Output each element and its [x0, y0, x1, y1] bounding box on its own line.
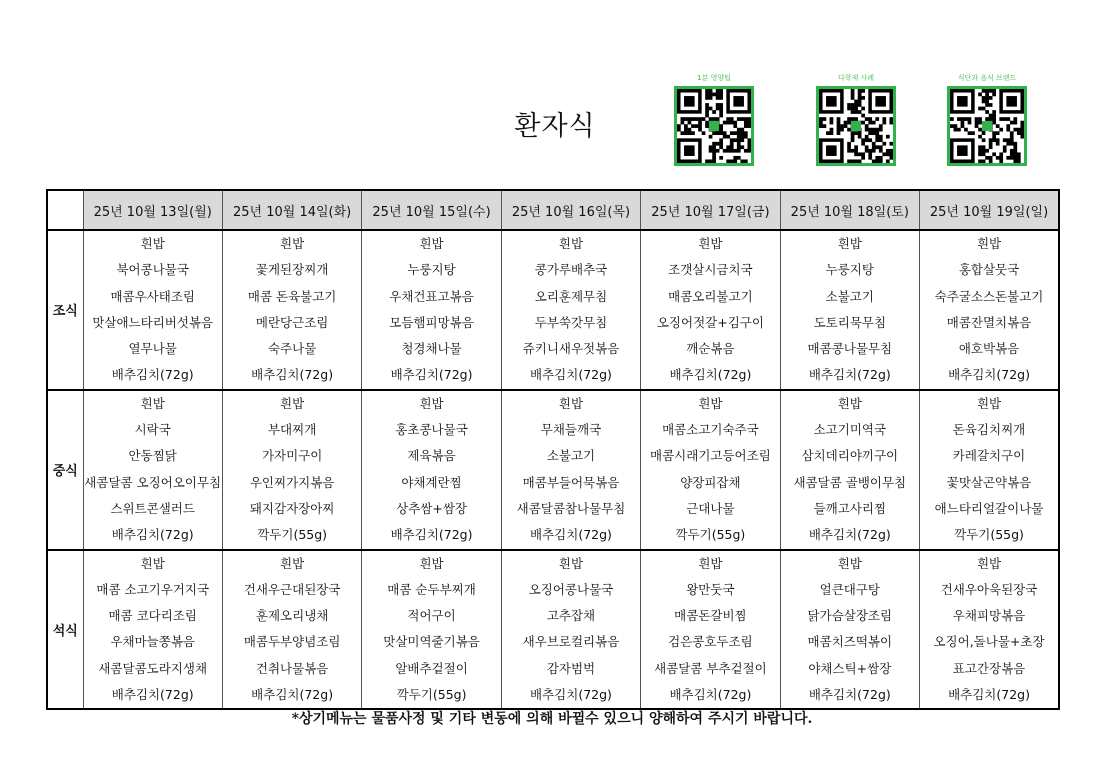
- dish-item: 숙주나물: [267, 341, 317, 357]
- dish-item: 배추김치(72g): [808, 687, 891, 703]
- day-menu-cell: [780, 550, 919, 710]
- dish-item: 매콤 코다리조림: [108, 608, 197, 624]
- dish-item: 매콤우사태조림: [110, 288, 195, 304]
- dish-item: 매콤 돈육불고기: [247, 288, 337, 304]
- qr-code-icon[interactable]: [816, 86, 896, 166]
- dish-item: 매콤부들어묵볶음: [522, 474, 620, 490]
- dish-item: 흰밥: [280, 555, 305, 571]
- dish-item: 새콤달콤 오징어오이무침: [84, 474, 222, 490]
- dish-item: 배추김치(72g): [948, 367, 1030, 383]
- meal-label: 중식: [47, 390, 83, 550]
- dish-item: 닭가슴살장조림: [807, 608, 893, 624]
- dish-item: 배추김치(72g): [530, 527, 612, 543]
- day-menu-cell: [222, 550, 361, 710]
- dish-item: 매콤 순두부찌개: [387, 581, 476, 597]
- day-menu-cell: [641, 390, 780, 550]
- dish-item: 깍두기(55g): [954, 527, 1024, 543]
- dish-item: 근대나물: [686, 500, 735, 516]
- qr-caption: 다학제 사례: [837, 74, 875, 82]
- dish-item: 돼지감자장아찌: [249, 500, 335, 516]
- day-menu-cell: [362, 230, 501, 390]
- dish-item: 배추김치(72g): [808, 367, 891, 383]
- dish-item: 흰밥: [280, 236, 305, 251]
- dish-item: 새우브로컬리볶음: [522, 634, 620, 650]
- meal-row-dinner: [47, 550, 1059, 710]
- dish-item: 배추김치(72g): [390, 367, 473, 383]
- dish-item: 무채들깨국: [540, 422, 602, 438]
- dish-item: 맛살애느타리버섯볶음: [92, 314, 214, 330]
- dish-item: 들깨고사리찜: [813, 500, 887, 516]
- day-menu-cell: [362, 550, 501, 710]
- qr-code-icon[interactable]: [674, 86, 754, 166]
- meal-row-breakfast: [47, 230, 1059, 390]
- dish-item: 흰밥: [419, 395, 444, 411]
- dish-item: 흰밥: [976, 555, 1002, 571]
- dish-item: 스위트콘샐러드: [110, 500, 195, 516]
- qr-caption: 식단과 음식 브랜드: [957, 74, 1017, 82]
- dish-item: 배추김치(72g): [669, 367, 752, 383]
- page-title: 환자식: [514, 111, 596, 142]
- dish-item: 훈제오리냉채: [255, 608, 329, 624]
- qr-block-nutrition-tips[interactable]: [669, 72, 759, 166]
- dish-item: 새콤달콤 골뱅이무침: [793, 474, 907, 490]
- dish-item: 흰밥: [140, 236, 165, 251]
- dish-item: 알배추겉절이: [395, 660, 468, 676]
- dish-item: 꽃게된장찌개: [255, 262, 329, 278]
- dish-item: 양장피잡채: [680, 474, 741, 490]
- day-menu-cell: [83, 550, 222, 710]
- dish-item: 흰밥: [698, 395, 723, 411]
- weekly-menu-table: [46, 189, 1060, 710]
- dish-item: 배추김치(72g): [390, 527, 473, 543]
- dish-item: 상추쌈+쌈장: [396, 500, 467, 516]
- day-menu-cell: [501, 230, 640, 390]
- dish-item: 열무나물: [128, 341, 177, 357]
- dish-item: 조갯살시금치국: [668, 262, 753, 278]
- day-menu-cell: [222, 390, 361, 550]
- dish-item: 메란당근조림: [255, 314, 329, 330]
- dish-item: 얼큰대구탕: [819, 581, 881, 597]
- dish-item: 배추김치(72g): [530, 687, 612, 703]
- dish-item: 배추김치(72g): [669, 687, 752, 703]
- dish-item: 오징어콩나물국: [528, 581, 614, 597]
- day-menu-cell: [362, 390, 501, 550]
- dish-item: 애느타리얼갈이나물: [934, 500, 1044, 516]
- dish-item: 깨순볶음: [686, 341, 735, 357]
- dish-item: 야채계란찜: [401, 474, 462, 490]
- dish-item: 매콤잔멸치볶음: [946, 314, 1032, 330]
- dish-item: 깍두기(55g): [257, 527, 328, 543]
- meal-row-lunch: [47, 390, 1059, 550]
- date-header: 25년 10월 17일(금): [641, 190, 780, 230]
- day-menu-cell: [83, 390, 222, 550]
- dish-item: 시락국: [134, 422, 171, 438]
- dish-item: 돈육김치찌개: [952, 422, 1026, 438]
- dish-item: 흰밥: [698, 236, 723, 251]
- dish-item: 왕만둣국: [686, 581, 735, 597]
- day-menu-cell: [222, 230, 361, 390]
- dish-item: 매콤시래기고등어조림: [650, 448, 771, 464]
- dish-item: 홍초콩나물국: [395, 422, 468, 438]
- qr-code-icon[interactable]: [947, 86, 1027, 166]
- day-menu-cell: [920, 230, 1059, 390]
- dish-item: 제육볶음: [407, 448, 456, 464]
- dish-item: 누룽지탕: [407, 262, 456, 278]
- dish-item: 도토리묵무침: [813, 314, 887, 330]
- dish-item: 배추김치(72g): [111, 367, 194, 383]
- date-header: 25년 10월 14일(화): [222, 190, 361, 230]
- dish-item: 흰밥: [558, 555, 584, 571]
- dish-item: 가자미구이: [261, 448, 323, 464]
- date-header-row: [47, 190, 1059, 230]
- dish-item: 홍합살뭇국: [958, 262, 1020, 278]
- dish-item: 쥬키니새우젓볶음: [522, 341, 620, 357]
- date-header: 25년 10월 19일(일): [920, 190, 1059, 230]
- dish-item: 배추김치(72g): [948, 687, 1030, 703]
- date-header: 25년 10월 13일(월): [83, 190, 222, 230]
- dish-item: 배추김치(72g): [111, 527, 194, 543]
- dish-item: 매콤오리불고기: [668, 288, 753, 304]
- dish-item: 건새우아욱된장국: [940, 581, 1038, 597]
- dish-item: 우채건표고볶음: [389, 288, 474, 304]
- dish-item: 새콤달콤참나물무침: [516, 500, 626, 516]
- dish-item: 오징어젓갈+김구이: [656, 314, 764, 330]
- dish-item: 애호박볶음: [958, 341, 1020, 357]
- dish-item: 감자범벅: [546, 660, 596, 676]
- day-menu-cell: [83, 230, 222, 390]
- dish-item: 흰밥: [140, 555, 165, 571]
- dish-item: 콩가루배추국: [534, 262, 608, 278]
- header-corner: [47, 190, 83, 230]
- dish-item: 숙주굴소스돈불고기: [934, 288, 1044, 304]
- dish-item: 누룽지탕: [825, 262, 874, 278]
- date-header: 25년 10월 16일(목): [501, 190, 640, 230]
- dish-item: 흰밥: [837, 236, 862, 251]
- dish-item: 매콤콩나물무침: [807, 341, 893, 357]
- dish-item: 검은콩호두조림: [668, 634, 753, 650]
- day-menu-cell: [920, 390, 1059, 550]
- day-menu-cell: [920, 550, 1059, 710]
- dish-item: 건취나물볶음: [255, 660, 329, 676]
- dish-item: 흰밥: [419, 236, 444, 251]
- meal-label: 조식: [47, 230, 83, 390]
- dish-item: 우채마늘쫑볶음: [110, 634, 195, 650]
- dish-item: 배추김치(72g): [111, 687, 194, 703]
- dish-item: 배추김치(72g): [808, 527, 891, 543]
- dish-item: 표고간장볶음: [952, 660, 1026, 676]
- dish-item: 흰밥: [976, 236, 1002, 251]
- dish-item: 흰밥: [698, 555, 723, 571]
- day-menu-cell: [641, 230, 780, 390]
- dish-item: 배추김치(72g): [530, 367, 612, 383]
- day-menu-cell: [780, 390, 919, 550]
- date-header: 25년 10월 15일(수): [362, 190, 501, 230]
- dish-item: 소불고기: [825, 288, 874, 304]
- dish-item: 적어구이: [407, 608, 456, 624]
- dish-item: 흰밥: [837, 555, 862, 571]
- dish-item: 건새우근대된장국: [243, 581, 341, 597]
- footer-note: *상기메뉴는 물품사정 및 기타 변동에 의해 바뀔수 있으니 양해하여 주시기 바랍니다.: [291, 711, 813, 727]
- day-menu-cell: [501, 550, 640, 710]
- dish-item: 배추김치(72g): [251, 687, 334, 703]
- qr-caption: 1분 영양팁: [697, 74, 731, 82]
- dish-item: 매콤돈갈비찜: [674, 608, 747, 624]
- dish-item: 오리훈제무침: [534, 288, 608, 304]
- dish-item: 맛살미역줄기볶음: [383, 634, 480, 650]
- qr-block-case-study[interactable]: [811, 72, 901, 166]
- dish-item: 야채스틱+쌈장: [808, 660, 892, 676]
- dish-item: 꽃맛살곤약볶음: [946, 474, 1032, 490]
- dish-item: 우채피망볶음: [952, 608, 1026, 624]
- dish-item: 카레갈치구이: [952, 448, 1026, 464]
- dish-item: 두부쑥갓무침: [534, 314, 608, 330]
- dish-item: 삼치데리야끼구이: [801, 448, 899, 464]
- dish-item: 소고기미역국: [813, 422, 887, 438]
- dish-item: 오징어,돌나물+초장: [933, 634, 1045, 650]
- dish-item: 배추김치(72g): [251, 367, 334, 383]
- dish-item: 흰밥: [558, 236, 584, 251]
- dish-item: 흰밥: [280, 395, 305, 411]
- dish-item: 흰밥: [976, 395, 1002, 411]
- dish-item: 부대찌개: [267, 422, 317, 438]
- qr-block-diet-brand[interactable]: [942, 72, 1032, 166]
- dish-item: 깍두기(55g): [396, 687, 467, 703]
- dish-item: 소불고기: [546, 448, 596, 464]
- day-menu-cell: [641, 550, 780, 710]
- dish-item: 북어콩나물국: [116, 262, 189, 278]
- dish-item: 흰밥: [140, 395, 165, 411]
- dish-item: 모듬햄피망볶음: [389, 314, 474, 330]
- meal-label: 석식: [47, 550, 83, 710]
- day-menu-cell: [780, 230, 919, 390]
- dish-item: 새콤달콤도라지생채: [98, 660, 208, 676]
- day-menu-cell: [501, 390, 640, 550]
- dish-item: 매콤치즈떡볶이: [807, 634, 893, 650]
- dish-item: 흰밥: [837, 395, 862, 411]
- dish-item: 매콤 소고기우거지국: [96, 581, 210, 597]
- dish-item: 흰밥: [419, 555, 444, 571]
- dish-item: 깍두기(55g): [675, 527, 746, 543]
- dish-item: 우인찌가지볶음: [249, 474, 335, 490]
- dish-item: 매콤두부양념조림: [243, 634, 341, 650]
- dish-item: 매콤소고기숙주국: [662, 422, 759, 438]
- dish-item: 새콤달콤 부추겉절이: [654, 660, 767, 676]
- dish-item: 청경채나물: [401, 341, 462, 357]
- dish-item: 고추잡채: [546, 608, 596, 624]
- date-header: 25년 10월 18일(토): [780, 190, 919, 230]
- dish-item: 흰밥: [558, 395, 584, 411]
- dish-item: 안동찜닭: [128, 448, 177, 464]
